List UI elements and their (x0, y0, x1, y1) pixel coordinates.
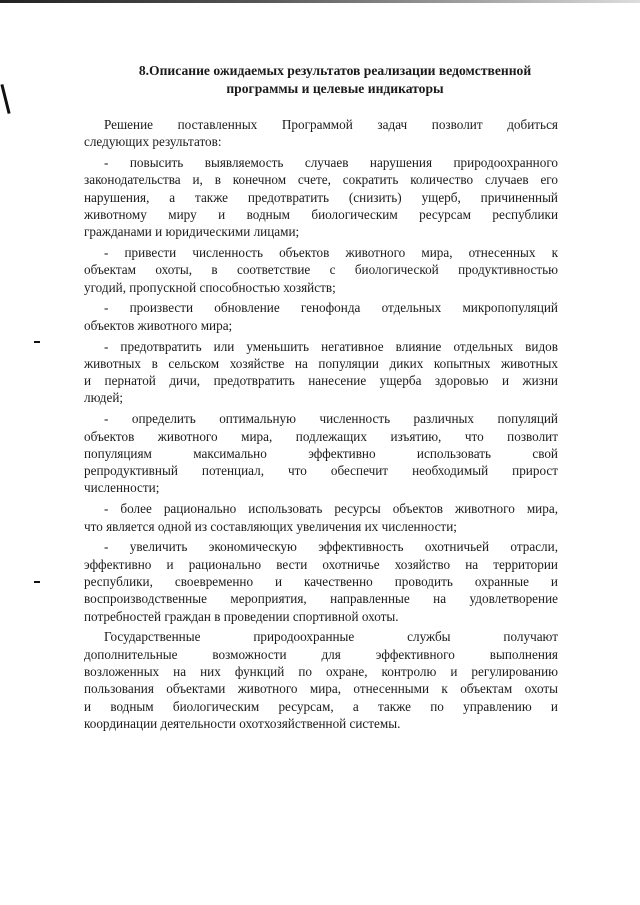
text-line: законодательства и, в конечном счете, сократить количество случаев его (84, 172, 558, 188)
text-line: объектов животного мира, подлежащих изъятию, что позволит (84, 428, 558, 444)
scan-edge (0, 0, 640, 3)
text-line: - определить оптимальную численность различных популяций (104, 411, 558, 427)
text-line: - предотвратить или уменьшить негативное влияние отдельных видов (104, 338, 558, 354)
text-line: - увеличить экономическую эффективность охотничьей отрасли, (104, 539, 558, 555)
text-line: и водным биологическим ресурсам, а также по управлению и (84, 698, 558, 714)
text-line: следующих результатов: (84, 134, 222, 150)
text-line: объектов животного мира; (84, 317, 233, 333)
text-line: дополнительные возможности для эффективного выполнения (84, 646, 558, 662)
text-line: - произвести обновление генофонда отдельных микропопуляций (104, 300, 558, 316)
text-line: репродуктивный потенциал, что обеспечит необходимый прирост (84, 463, 558, 479)
text-line: - повысить выявляемость случаев нарушения природоохранного (104, 155, 558, 171)
text-line: Решение поставленных Программой задач позволит добиться (104, 117, 558, 132)
document-body (84, 116, 558, 732)
text-line: республики, своевременно и качественно проводить охранные и (84, 573, 558, 589)
margin-mark (0, 84, 10, 114)
text-line: объектам охоты, в соответствие с биологической продуктивностью (84, 262, 558, 278)
text-line: - привести численность объектов животного мира, отнесенных к (104, 245, 558, 261)
text-line: животных в сельском хозяйстве на популяции диких копытных животных (84, 355, 558, 371)
text-line: животному миру и водным биологическим ресурсам республики (84, 206, 558, 222)
heading-line: программы и целевые индикаторы (226, 81, 444, 96)
text-line: людей; (84, 390, 124, 406)
heading-line: 8.Описание ожидаемых результатов реализации ведомственной (138, 63, 532, 78)
text-line: что является одной из составляющих увеличения их численности; (84, 518, 457, 534)
text-line: пользования объектами животного мира, отнесенными к объектам охоты (84, 681, 558, 697)
text-line: воспроизводственные мероприятия, направленные на удовлетворение (84, 591, 558, 607)
text-line: численности; (84, 480, 160, 496)
text-line: угодий, пропускной способностью хозяйств; (84, 279, 336, 295)
text-line: и пернатой дичи, предотвратить нанесение ущерба здоровью и жизни (84, 373, 558, 389)
text-line: гражданами и юридическими лицами; (84, 224, 300, 240)
text-line: Государственные природоохранные службы получают (104, 629, 558, 645)
text-line: возложенных на них функций по охране, контролю и регулированию (84, 663, 558, 679)
text-line: популяциям максимально эффективно использовать свой (84, 445, 558, 461)
section-heading (100, 62, 570, 98)
margin-mark (34, 581, 40, 583)
text-line: - более рационально использовать ресурсы объектов животного мира, (104, 501, 558, 517)
text-line: нарушения, а также предотвратить (снизить) ущерб, причиненный (84, 189, 558, 205)
margin-mark (34, 341, 40, 343)
text-line: потребностей граждан в проведении спортивной охоты. (84, 608, 399, 624)
text-line: эффективно и рационально вести охотничье хозяйство на территории (84, 556, 558, 572)
text-line: координации деятельности охотхозяйственной системы. (84, 715, 401, 731)
